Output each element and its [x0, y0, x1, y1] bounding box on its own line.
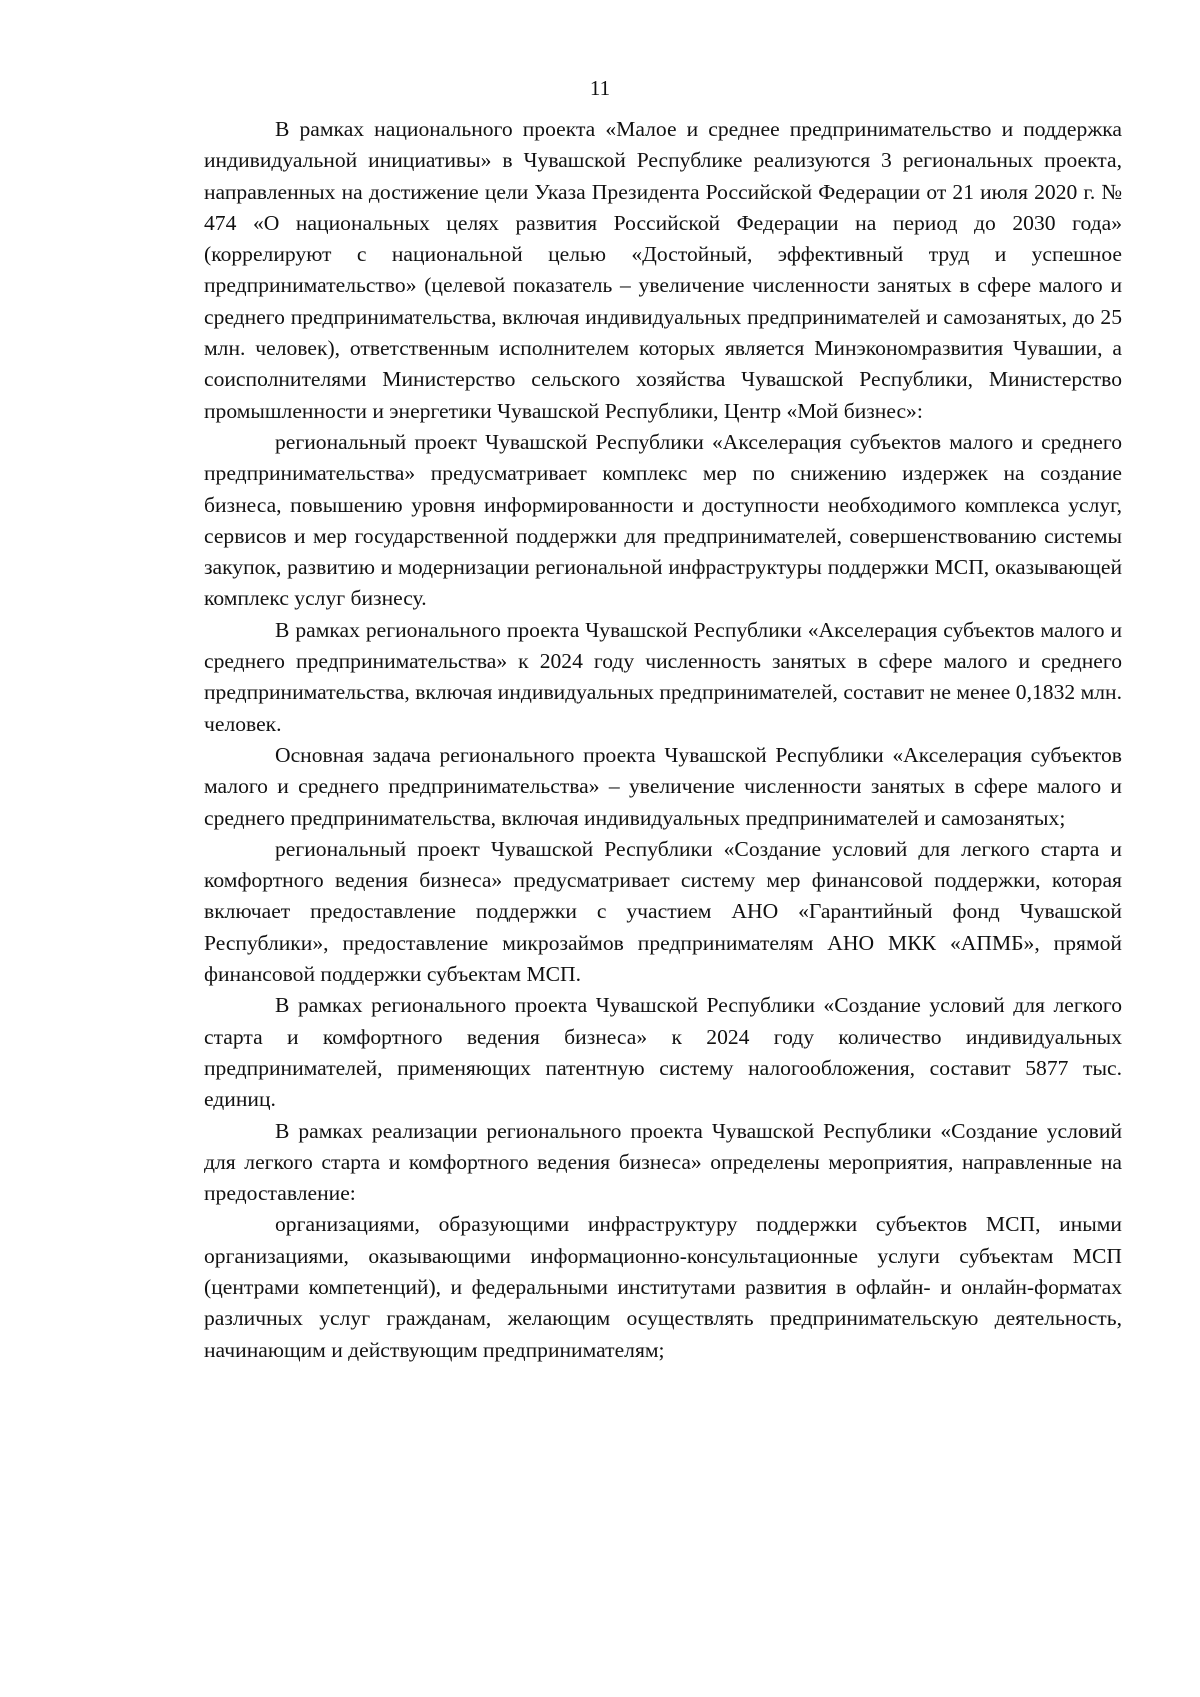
paragraph-acceleration-project: региональный проект Чувашской Республики «Акселерация субъектов малого и среднего предпринимательства» предусматривает комплекс мер по снижению издержек на создание бизнеса, повышению уровня информированности и доступности необходимого комплекса услуг, сервисов и мер государственной поддержки для предпринимателей, совершенствованию системы закупок, развитию и модернизации региональной инфраструктуры поддержки МСП, оказывающей комплекс услуг бизнесу. [204, 429, 1122, 611]
paragraph-acceleration-target: В рамках регионального проекта Чувашской Республики «Акселерация субъектов малого и среднего предпринимательства» к 2024 году численность занятых в сфере малого и среднего предпринимательства, включая индивидуальных предпринимателей, составит не менее 0,1832 млн. человек. [204, 617, 1122, 736]
paragraph-easy-start-project: региональный проект Чувашской Республики «Создание условий для легкого старта и комфортного ведения бизнеса» предусматривает систему мер финансовой поддержки, которая включает предоставление поддержки с участием АНО «Гарантийный фонд Чувашской Республики», предоставление микрозаймов предпринимателям АНО МКК «АПМБ», прямой финансовой поддержки субъектам МСП. [204, 836, 1122, 987]
paragraph-easy-start-target: В рамках регионального проекта Чувашской Республики «Создание условий для легкого старта и комфортного ведения бизнеса» к 2024 году количество индивидуальных предпринимателей, применяющих патентную систему налогообложения, составит 5877 тыс. единиц. [204, 993, 1122, 1112]
paragraph-easy-start-measures: В рамках реализации регионального проекта Чувашской Республики «Создание условий для легкого старта и комфортного ведения бизнеса» определены мероприятия, направленные на предоставление: [204, 1118, 1122, 1206]
document-body [204, 114, 1122, 1366]
paragraph-infrastructure-services: организациями, образующими инфраструктуру поддержки субъектов МСП, иными организациями, оказывающими информационно-консультационные услуги субъектам МСП (центрами компетенций), и федеральными институтами развития в офлайн- и онлайн-форматах различных услуг гражданам, желающим осуществлять предпринимательскую деятельность, начинающим и действующим предпринимателям; [204, 1212, 1122, 1362]
page-number: 11 [589, 76, 611, 100]
paragraph-national-project: В рамках национального проекта «Малое и среднее предпринимательство и поддержка индивидуальной инициативы» в Чувашской Республике реализуются 3 региональных проекта, направленных на достижение цели Указа Президента Российской Федерации от 21 июля 2020 г. № 474 «О национальных целях развития Российской Федерации на период до 2030 года» (коррелируют с национальной целью «Достойный, эффективный труд и успешное предпринимательство» (целевой показатель – увеличение численности занятых в сфере малого и среднего предпринимательства, включая индивидуальных предпринимателей и самозанятых, до 25 млн. человек), ответственным исполнителем которых является Минэкономразвития Чувашии, а соисполнителями Министерство сельского хозяйства Чувашской Республики, Министерство промышленности и энергетики Чувашской Республики, Центр «Мой бизнес»: [204, 117, 1122, 423]
paragraph-acceleration-task: Основная задача регионального проекта Чувашской Республики «Акселерация субъектов малого и среднего предпринимательства» – увеличение численности занятых в сфере малого и среднего предпринимательства, включая индивидуальных предпринимателей и самозанятых; [204, 742, 1122, 830]
